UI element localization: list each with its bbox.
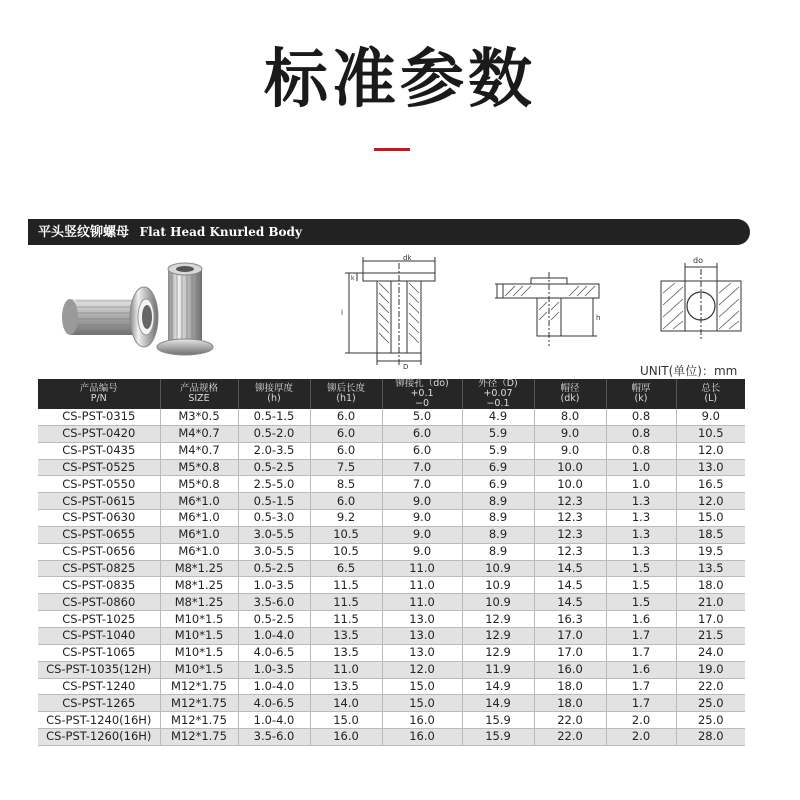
unit-label: UNIT(单位)：mm xyxy=(640,364,738,378)
cell-rivet-length: 11.5 xyxy=(310,594,382,611)
side-section-drawing xyxy=(333,253,453,371)
cell-size: M4*0.7 xyxy=(160,442,238,459)
cell-head-diameter: 14.5 xyxy=(534,577,606,594)
cell-outer-diameter: 8.9 xyxy=(462,543,534,560)
cell-size: M5*0.8 xyxy=(160,459,238,476)
cell-rivet-length: 6.0 xyxy=(310,442,382,459)
cell-head-thickness: 1.6 xyxy=(606,611,676,628)
cell-size: M8*1.25 xyxy=(160,560,238,577)
cell-pn: CS-PST-0630 xyxy=(38,510,160,527)
header-line: (L) xyxy=(704,393,718,404)
column-header-pn xyxy=(38,379,160,409)
cell-rivet-hole: 6.0 xyxy=(382,425,462,442)
cell-head-diameter: 12.3 xyxy=(534,543,606,560)
label-l: l xyxy=(341,309,343,317)
cell-size: M12*1.75 xyxy=(160,695,238,712)
table-row xyxy=(38,712,745,729)
cell-total-length: 18.0 xyxy=(676,577,745,594)
header-line: 产品规格 xyxy=(179,383,218,394)
header-line: 铆接厚度 xyxy=(254,383,293,394)
cell-rivet-length: 9.2 xyxy=(310,510,382,527)
cell-pn: CS-PST-0655 xyxy=(38,526,160,543)
cell-total-length: 10.5 xyxy=(676,425,745,442)
table-row xyxy=(38,459,745,476)
title-underline xyxy=(374,148,410,151)
cell-total-length: 16.5 xyxy=(676,476,745,493)
cell-rivet-thickness: 3.0-5.5 xyxy=(238,526,310,543)
cell-head-diameter: 18.0 xyxy=(534,695,606,712)
cell-head-thickness: 1.3 xyxy=(606,543,676,560)
cell-head-diameter: 17.0 xyxy=(534,644,606,661)
cell-head-diameter: 8.0 xyxy=(534,409,606,425)
cell-pn: CS-PST-0835 xyxy=(38,577,160,594)
table-row xyxy=(38,526,745,543)
cell-rivet-hole: 15.0 xyxy=(382,695,462,712)
cell-size: M8*1.25 xyxy=(160,594,238,611)
cell-rivet-thickness: 0.5-3.0 xyxy=(238,510,310,527)
cell-pn: CS-PST-0860 xyxy=(38,594,160,611)
cell-outer-diameter: 10.9 xyxy=(462,560,534,577)
cell-head-thickness: 1.7 xyxy=(606,627,676,644)
installed-section-drawing xyxy=(493,270,605,350)
cell-rivet-length: 14.0 xyxy=(310,695,382,712)
cell-head-diameter: 12.3 xyxy=(534,510,606,527)
cell-outer-diameter: 15.9 xyxy=(462,729,534,746)
cell-pn: CS-PST-1040 xyxy=(38,627,160,644)
header-line: −0 xyxy=(414,398,429,409)
cell-outer-diameter: 5.9 xyxy=(462,442,534,459)
cell-head-thickness: 0.8 xyxy=(606,425,676,442)
cell-rivet-thickness: 3.5-6.0 xyxy=(238,729,310,746)
cell-head-diameter: 14.5 xyxy=(534,560,606,577)
cell-rivet-hole: 12.0 xyxy=(382,661,462,678)
cell-rivet-length: 10.5 xyxy=(310,543,382,560)
cell-size: M4*0.7 xyxy=(160,425,238,442)
cell-head-thickness: 1.3 xyxy=(606,510,676,527)
table-row xyxy=(38,476,745,493)
header-line: 产品编号 xyxy=(79,383,118,394)
page-title: 标准参数 xyxy=(264,43,536,117)
header-line: SIZE xyxy=(188,393,210,404)
cell-total-length: 18.5 xyxy=(676,526,745,543)
cell-head-diameter: 12.3 xyxy=(534,526,606,543)
cell-pn: CS-PST-0550 xyxy=(38,476,160,493)
cell-head-diameter: 22.0 xyxy=(534,712,606,729)
cell-rivet-thickness: 0.5-2.5 xyxy=(238,459,310,476)
cell-outer-diameter: 6.9 xyxy=(462,476,534,493)
table-row xyxy=(38,493,745,510)
cell-rivet-length: 8.5 xyxy=(310,476,382,493)
cell-size: M6*1.0 xyxy=(160,543,238,560)
cell-rivet-length: 11.0 xyxy=(310,661,382,678)
cell-size: M8*1.25 xyxy=(160,577,238,594)
header-line: P/N xyxy=(90,393,107,404)
table-row xyxy=(38,627,745,644)
cell-head-diameter: 9.0 xyxy=(534,442,606,459)
cell-rivet-thickness: 4.0-6.5 xyxy=(238,695,310,712)
cell-rivet-length: 13.5 xyxy=(310,644,382,661)
cell-pn: CS-PST-0656 xyxy=(38,543,160,560)
cell-head-thickness: 1.6 xyxy=(606,661,676,678)
cell-rivet-thickness: 0.5-2.0 xyxy=(238,425,310,442)
header-line: +0.07 xyxy=(483,388,513,399)
cell-head-diameter: 22.0 xyxy=(534,729,606,746)
cell-rivet-length: 13.5 xyxy=(310,678,382,695)
cell-pn: CS-PST-0825 xyxy=(38,560,160,577)
cell-rivet-thickness: 3.0-5.5 xyxy=(238,543,310,560)
cell-outer-diameter: 14.9 xyxy=(462,678,534,695)
cell-pn: CS-PST-1240 xyxy=(38,678,160,695)
cell-head-thickness: 2.0 xyxy=(606,712,676,729)
cell-rivet-length: 16.0 xyxy=(310,729,382,746)
cell-outer-diameter: 8.9 xyxy=(462,510,534,527)
cell-outer-diameter: 10.9 xyxy=(462,594,534,611)
cell-head-diameter: 18.0 xyxy=(534,678,606,695)
cell-pn: CS-PST-1240(16H) xyxy=(38,712,160,729)
cell-rivet-hole: 7.0 xyxy=(382,476,462,493)
label-D: D xyxy=(403,363,409,371)
cell-rivet-thickness: 1.0-4.0 xyxy=(238,712,310,729)
cell-head-thickness: 1.5 xyxy=(606,577,676,594)
cell-outer-diameter: 12.9 xyxy=(462,644,534,661)
label-dk: dk xyxy=(403,254,412,262)
column-header-outer-diameter xyxy=(462,379,534,409)
cell-rivet-length: 6.0 xyxy=(310,409,382,425)
cell-head-thickness: 0.8 xyxy=(606,442,676,459)
column-header-rivet-hole xyxy=(382,379,462,409)
header-line: +0.1 xyxy=(410,388,434,399)
cell-head-diameter: 16.3 xyxy=(534,611,606,628)
cell-rivet-hole: 9.0 xyxy=(382,543,462,560)
cell-size: M6*1.0 xyxy=(160,493,238,510)
cell-rivet-hole: 7.0 xyxy=(382,459,462,476)
cell-outer-diameter: 6.9 xyxy=(462,459,534,476)
cell-rivet-thickness: 0.5-2.5 xyxy=(238,560,310,577)
cell-size: M12*1.75 xyxy=(160,678,238,695)
table-header-row xyxy=(38,379,745,409)
cell-pn: CS-PST-1035(12H) xyxy=(38,661,160,678)
section-header-en: Flat Head Knurled Body xyxy=(139,225,302,239)
cell-rivet-length: 13.5 xyxy=(310,627,382,644)
cell-pn: CS-PST-0525 xyxy=(38,459,160,476)
table-row xyxy=(38,409,745,425)
header-line: 帽厚 xyxy=(631,383,651,394)
table-row xyxy=(38,442,745,459)
cell-total-length: 21.5 xyxy=(676,627,745,644)
cell-outer-diameter: 8.9 xyxy=(462,526,534,543)
cell-total-length: 28.0 xyxy=(676,729,745,746)
header-line: 铆接孔（do) xyxy=(395,378,449,389)
cell-total-length: 19.5 xyxy=(676,543,745,560)
cell-pn: CS-PST-1025 xyxy=(38,611,160,628)
cell-total-length: 15.0 xyxy=(676,510,745,527)
header-line: 总长 xyxy=(701,383,721,394)
cell-rivet-length: 10.5 xyxy=(310,526,382,543)
cell-pn: CS-PST-1265 xyxy=(38,695,160,712)
cell-rivet-length: 6.5 xyxy=(310,560,382,577)
table-row xyxy=(38,695,745,712)
table-row xyxy=(38,594,745,611)
cell-rivet-thickness: 0.5-2.5 xyxy=(238,611,310,628)
cell-rivet-hole: 9.0 xyxy=(382,526,462,543)
cell-head-thickness: 1.0 xyxy=(606,476,676,493)
table-row xyxy=(38,510,745,527)
header-line: 外径（D) xyxy=(478,378,518,389)
cell-total-length: 13.0 xyxy=(676,459,745,476)
spec-table xyxy=(38,379,745,746)
cell-outer-diameter: 12.9 xyxy=(462,627,534,644)
cell-rivet-length: 15.0 xyxy=(310,712,382,729)
label-h1: h xyxy=(596,314,601,322)
table-row xyxy=(38,729,745,746)
cell-pn: CS-PST-0315 xyxy=(38,409,160,425)
cell-total-length: 25.0 xyxy=(676,695,745,712)
cell-size: M12*1.75 xyxy=(160,729,238,746)
cell-head-thickness: 1.3 xyxy=(606,493,676,510)
cell-head-diameter: 12.3 xyxy=(534,493,606,510)
section-header-cn: 平头竖纹铆螺母 xyxy=(38,225,130,240)
cell-outer-diameter: 10.9 xyxy=(462,577,534,594)
cell-rivet-hole: 13.0 xyxy=(382,627,462,644)
column-header-head-diameter xyxy=(534,379,606,409)
cell-pn: CS-PST-0420 xyxy=(38,425,160,442)
cell-rivet-thickness: 2.5-5.0 xyxy=(238,476,310,493)
cell-head-diameter: 14.5 xyxy=(534,594,606,611)
cell-total-length: 17.0 xyxy=(676,611,745,628)
cell-rivet-hole: 11.0 xyxy=(382,560,462,577)
cell-outer-diameter: 14.9 xyxy=(462,695,534,712)
cell-size: M5*0.8 xyxy=(160,476,238,493)
cell-total-length: 13.5 xyxy=(676,560,745,577)
cell-rivet-length: 11.5 xyxy=(310,611,382,628)
cell-rivet-hole: 9.0 xyxy=(382,493,462,510)
table-row xyxy=(38,543,745,560)
cell-pn: CS-PST-1260(16H) xyxy=(38,729,160,746)
cell-head-thickness: 1.7 xyxy=(606,644,676,661)
cell-rivet-thickness: 1.0-3.5 xyxy=(238,661,310,678)
header-line: (k) xyxy=(634,393,648,404)
cell-rivet-hole: 5.0 xyxy=(382,409,462,425)
cell-rivet-thickness: 0.5-1.5 xyxy=(238,409,310,425)
cell-total-length: 12.0 xyxy=(676,493,745,510)
cell-rivet-thickness: 2.0-3.5 xyxy=(238,442,310,459)
header-line: (h) xyxy=(267,393,281,404)
cell-rivet-hole: 11.0 xyxy=(382,577,462,594)
cell-size: M6*1.0 xyxy=(160,526,238,543)
cell-outer-diameter: 15.9 xyxy=(462,712,534,729)
cell-total-length: 22.0 xyxy=(676,678,745,695)
column-header-rivet-thickness xyxy=(238,379,310,409)
cell-total-length: 21.0 xyxy=(676,594,745,611)
header-line: (dk) xyxy=(560,393,580,404)
cell-rivet-thickness: 3.5-6.0 xyxy=(238,594,310,611)
cell-size: M3*0.5 xyxy=(160,409,238,425)
cell-total-length: 24.0 xyxy=(676,644,745,661)
header-line: −0.1 xyxy=(486,398,510,409)
label-do: do xyxy=(693,256,703,265)
cell-rivet-thickness: 1.0-4.0 xyxy=(238,678,310,695)
cell-rivet-thickness: 4.0-6.5 xyxy=(238,644,310,661)
cell-rivet-length: 6.0 xyxy=(310,493,382,510)
header-line: 铆后长度 xyxy=(326,383,365,394)
table-row xyxy=(38,577,745,594)
cell-rivet-hole: 13.0 xyxy=(382,644,462,661)
cell-head-thickness: 1.3 xyxy=(606,526,676,543)
cell-pn: CS-PST-0615 xyxy=(38,493,160,510)
cell-total-length: 12.0 xyxy=(676,442,745,459)
cell-outer-diameter: 11.9 xyxy=(462,661,534,678)
product-photo xyxy=(56,255,216,365)
cell-rivet-thickness: 1.0-3.5 xyxy=(238,577,310,594)
cell-size: M6*1.0 xyxy=(160,510,238,527)
cell-head-diameter: 10.0 xyxy=(534,476,606,493)
cell-head-thickness: 1.0 xyxy=(606,459,676,476)
cell-rivet-hole: 9.0 xyxy=(382,510,462,527)
cell-rivet-thickness: 1.0-4.0 xyxy=(238,627,310,644)
cell-rivet-hole: 13.0 xyxy=(382,611,462,628)
cell-rivet-length: 11.5 xyxy=(310,577,382,594)
cell-rivet-hole: 11.0 xyxy=(382,594,462,611)
label-k: k xyxy=(351,275,355,282)
cell-size: M10*1.5 xyxy=(160,644,238,661)
column-header-rivet-length xyxy=(310,379,382,409)
cell-head-thickness: 2.0 xyxy=(606,729,676,746)
header-line: 帽径 xyxy=(560,383,580,394)
cell-head-thickness: 1.5 xyxy=(606,560,676,577)
table-row xyxy=(38,644,745,661)
cell-rivet-hole: 16.0 xyxy=(382,729,462,746)
section-header-band xyxy=(28,219,750,245)
cell-rivet-hole: 6.0 xyxy=(382,442,462,459)
cell-rivet-thickness: 0.5-1.5 xyxy=(238,493,310,510)
table-row xyxy=(38,611,745,628)
cell-head-thickness: 0.8 xyxy=(606,409,676,425)
cell-head-thickness: 1.7 xyxy=(606,695,676,712)
cell-size: M10*1.5 xyxy=(160,627,238,644)
cell-head-diameter: 17.0 xyxy=(534,627,606,644)
table-row xyxy=(38,678,745,695)
table-row xyxy=(38,425,745,442)
column-header-total-length xyxy=(676,379,745,409)
column-header-head-thickness xyxy=(606,379,676,409)
cell-head-diameter: 10.0 xyxy=(534,459,606,476)
cell-total-length: 25.0 xyxy=(676,712,745,729)
cell-pn: CS-PST-1065 xyxy=(38,644,160,661)
cell-rivet-length: 7.5 xyxy=(310,459,382,476)
cell-total-length: 9.0 xyxy=(676,409,745,425)
cell-head-thickness: 1.7 xyxy=(606,678,676,695)
cell-outer-diameter: 8.9 xyxy=(462,493,534,510)
cell-size: M10*1.5 xyxy=(160,611,238,628)
cell-outer-diameter: 4.9 xyxy=(462,409,534,425)
lying-rivet-nut xyxy=(62,287,158,347)
cell-total-length: 19.0 xyxy=(676,661,745,678)
cell-outer-diameter: 5.9 xyxy=(462,425,534,442)
cell-rivet-hole: 16.0 xyxy=(382,712,462,729)
cell-head-diameter: 16.0 xyxy=(534,661,606,678)
cell-head-thickness: 1.5 xyxy=(606,594,676,611)
table-row xyxy=(38,560,745,577)
header-line: (h1) xyxy=(336,393,356,404)
cell-pn: CS-PST-0435 xyxy=(38,442,160,459)
mounting-hole-drawing xyxy=(655,253,747,343)
column-header-size xyxy=(160,379,238,409)
cell-rivet-length: 6.0 xyxy=(310,425,382,442)
cell-size: M12*1.75 xyxy=(160,712,238,729)
cell-size: M10*1.5 xyxy=(160,661,238,678)
cell-rivet-hole: 15.0 xyxy=(382,678,462,695)
cell-outer-diameter: 12.9 xyxy=(462,611,534,628)
upright-rivet-nut xyxy=(157,263,213,355)
cell-head-diameter: 9.0 xyxy=(534,425,606,442)
table-row xyxy=(38,661,745,678)
